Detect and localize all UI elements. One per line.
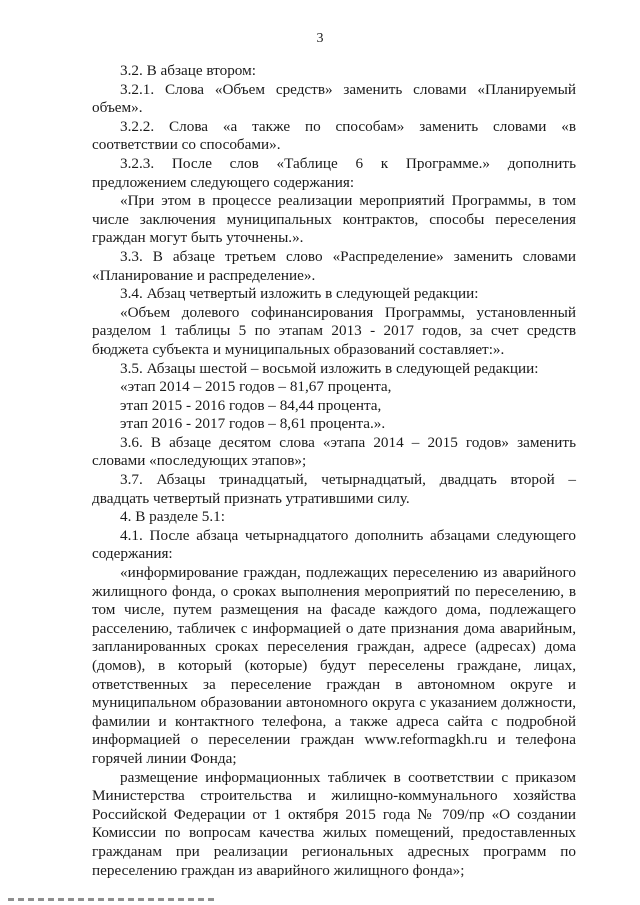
paragraph-3-2: 3.2. В абзаце втором: xyxy=(120,62,256,79)
paragraph-4: 4. В разделе 5.1: xyxy=(120,508,225,526)
paragraph-3-2-3: 3.2.3. После слов «Таблице 6 к Программе.» дополнить предложением следующего содержания: xyxy=(92,154,576,191)
paragraph-3-2-2: 3.2.2. Слова «а также по способам» заменить словами «в соответствии со способами». xyxy=(92,117,576,154)
paragraph-3-5: 3.5. Абзацы шестой – восьмой изложить в следующей редакции: xyxy=(120,359,539,377)
quote-3-2-3: «При этом в процессе реализации мероприятий Программы, в том числе заключения муниципальных контрактов, способы переселения граждан могут быть уточнены.». xyxy=(92,192,576,247)
paragraph-info-plates: размещение информационных табличек в соответствии с приказом Министерства строительства и жилищно-коммунального хозяйства Российской Федерации от 1 октября 2015 года № 709/пр «О создании Комиссии по вопросам качества жилых помещений, предоставленных гражданам при реализации региональных адресных программ по переселению граждан из аварийного жилищного фонда»; xyxy=(92,768,576,879)
paragraph-3-7: 3.7. Абзацы тринадцатый, четырнадцатый, двадцать второй – двадцать четвертый признать утратившими силу. xyxy=(92,471,576,507)
paragraph-3-3: 3.3. В абзаце третьем слово «Распределение» заменить словами «Планирование и распределение». xyxy=(92,247,576,284)
stage-2016-2017: этап 2016 - 2017 годов – 8,61 процента.». xyxy=(120,415,386,433)
stage-2015-2016: этап 2015 - 2016 годов – 84,44 процента, xyxy=(120,396,382,414)
quote-informing-citizens: «информирование граждан, подлежащих переселению из аварийного жилищного фонда, о сроках выполнения мероприятий по переселению, в том числе, путем размещения на фасаде каждого дома, подлежащего расселению, табличек с информацией о дате признания дома аварийным, запланированных сроках переселения граждан, адресе (адресах) дома (домов), в который (которые) будут переселены граждане, лицах, ответственных за переселение граждан в автономном округе и муниципальном образовании автономного округа с указанием должности, фамилии и контактного телефона, а также адреса сайта с подробной информацией о переселении граждан www.reformagkh.ru и телефона горячей линии Фонда; xyxy=(92,564,576,767)
paragraph-3-4: 3.4. Абзац четвертый изложить в следующей редакции: xyxy=(120,285,479,303)
document-body xyxy=(92,62,576,880)
paragraph-4-1: 4.1. После абзаца четырнадцатого дополнить абзацами следующего содержания: xyxy=(92,526,576,563)
quote-3-4: «Объем долевого софинансирования Программы, установленный разделом 1 таблицы 5 по этапам 2013 - 2017 годов, за счет средств бюджета субъекта и муниципальных образований составляет:». xyxy=(92,303,576,358)
paragraph-3-2-1: 3.2.1. Слова «Объем средств» заменить словами «Планируемый объем». xyxy=(92,80,576,117)
scan-edge-artifact xyxy=(8,898,218,901)
page-number: 3 xyxy=(316,31,324,46)
stage-2014-2015: «этап 2014 – 2015 годов – 81,67 процента, xyxy=(120,378,392,396)
paragraph-3-6: 3.6. В абзаце десятом слова «этапа 2014 – 2015 годов» заменить словами «последующих этапов»; xyxy=(92,433,576,470)
